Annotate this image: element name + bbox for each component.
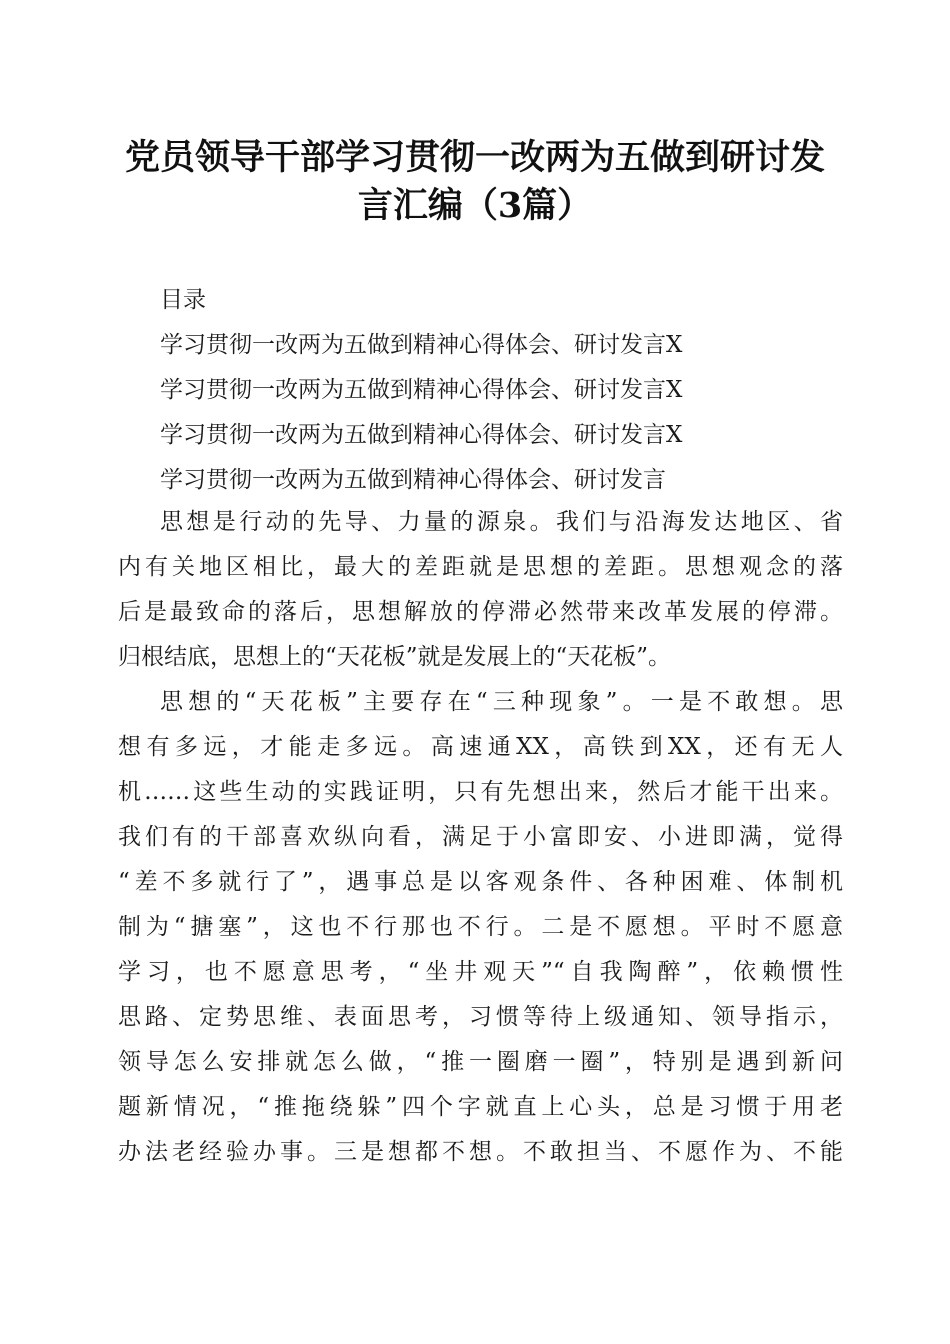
title-line-2: 言汇编（3篇） [357, 185, 593, 226]
paragraph-2-line: 思想的“天花板”主要存在“三种现象”。一是不敢想。思 [160, 689, 843, 715]
paragraph-2-line: 制为“搪塞”，这也不行那也不行。二是不愿想。平时不愿意 [118, 914, 843, 940]
table-of-contents [118, 278, 838, 503]
document-title [100, 134, 850, 230]
paragraph-2-line: 思路、定势思维、表面思考，习惯等待上级通知、领导指示， [118, 1004, 843, 1030]
toc-item[interactable]: 学习贯彻一改两为五做到精神心得体会、研讨发言X [160, 377, 683, 403]
toc-item[interactable]: 学习贯彻一改两为五做到精神心得体会、研讨发言X [160, 332, 683, 358]
title-line-1: 党员领导干部学习贯彻一改两为五做到研讨发 [124, 137, 825, 178]
paragraph-2-line: 想有多远，才能走多远。高速通XX，高铁到XX，还有无人 [118, 734, 843, 760]
toc-item[interactable]: 学习贯彻一改两为五做到精神心得体会、研讨发言 [160, 467, 666, 493]
toc-heading: 目录 [160, 287, 206, 313]
paragraph-2-line: 我们有的干部喜欢纵向看，满足于小富即安、小进即满，觉得 [118, 824, 843, 850]
document-body [118, 500, 843, 1175]
paragraph-2-line: “差不多就行了”，遇事总是以客观条件、各种困难、体制机 [118, 869, 843, 895]
paragraph-2-line: 办法老经验办事。三是想都不想。不敢担当、不愿作为、不能 [118, 1139, 843, 1165]
paragraph-2-line: 学习，也不愿意思考，“坐井观天”“自我陶醉”，依赖惯性 [118, 959, 843, 985]
paragraph-1-line: 内有关地区相比，最大的差距就是思想的差距。思想观念的落 [118, 554, 843, 580]
paragraph-2-line: 领导怎么安排就怎么做，“推一圈磨一圈”，特别是遇到新问 [118, 1049, 843, 1075]
toc-item[interactable]: 学习贯彻一改两为五做到精神心得体会、研讨发言X [160, 422, 683, 448]
paragraph-2-line: 机……这些生动的实践证明，只有先想出来，然后才能干出来。 [118, 779, 843, 805]
paragraph-2-line: 题新情况，“推拖绕躲”四个字就直上心头，总是习惯于用老 [118, 1094, 843, 1120]
paragraph-1-line: 后是最致命的落后，思想解放的停滞必然带来改革发展的停滞。 [118, 599, 843, 625]
paragraph-1-line: 思想是行动的先导、力量的源泉。我们与沿海发达地区、省 [160, 509, 843, 535]
paragraph-1-line: 归根结底，思想上的“天花板”就是发展上的“天花板”。 [118, 644, 672, 670]
